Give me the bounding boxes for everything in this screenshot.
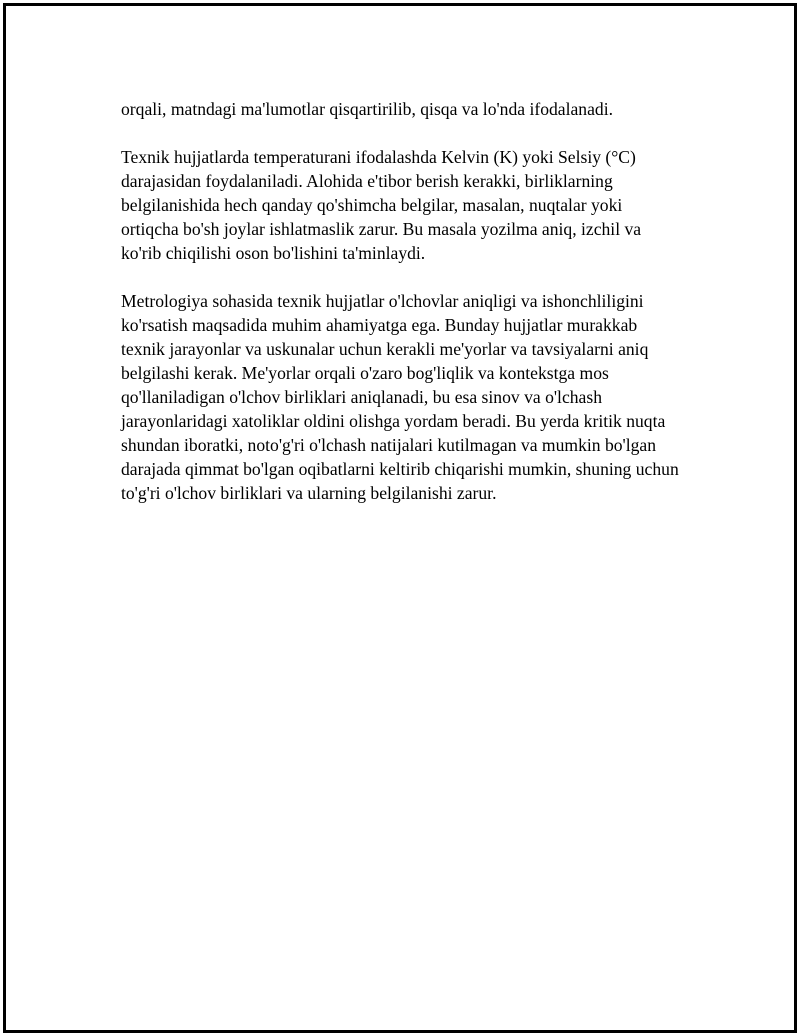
- document-page: [3, 3, 797, 1033]
- paragraph-metrology: Metrologiya sohasida texnik hujjatlar o'lchovlar aniqligi va ishonchliligini ko'rsatish maqsadida muhim ahamiyatga ega. Bunday hujjatlar murakkab texnik jarayonlar va uskunalar uchun kerakli me'yorlar va tavsiyalarni aniq belgilashi kerak. Me'yorlar orqali o'zaro bog'liqlik va kontekstga mos qo'llaniladigan o'lchov birliklari aniqlanadi, bu esa sinov va o'lchash jarayonlaridagi xatoliklar oldini olishga yordam beradi. Bu yerda kritik nuqta shundan iboratki, noto'g'ri o'lchash natijalari kutilmagan va mumkin bo'lgan darajada qimmat bo'lgan oqibatlarni keltirib chiqarishi mumkin, shuning uchun to'g'ri o'lchov birliklari va ularning belgilanishi zarur.: [121, 291, 679, 503]
- paragraph-continuation: orqali, matndagi ma'lumotlar qisqartirilib, qisqa va lo'nda ifodalanadi.: [121, 99, 613, 119]
- paragraph-temperature-units: Texnik hujjatlarda temperaturani ifodalashda Kelvin (K) yoki Selsiy (°C) darajasidan foydalaniladi. Alohida e'tibor berish kerakki, birliklarning belgilanishida hech qanday qo'shimcha belgilar, masalan, nuqtalar yoki ortiqcha bo'sh joylar ishlatmaslik zarur. Bu masala yozilma aniq, izchil va ko'rib chiqilishi oson bo'lishini ta'minlaydi.: [121, 147, 642, 263]
- document-body: [121, 97, 681, 529]
